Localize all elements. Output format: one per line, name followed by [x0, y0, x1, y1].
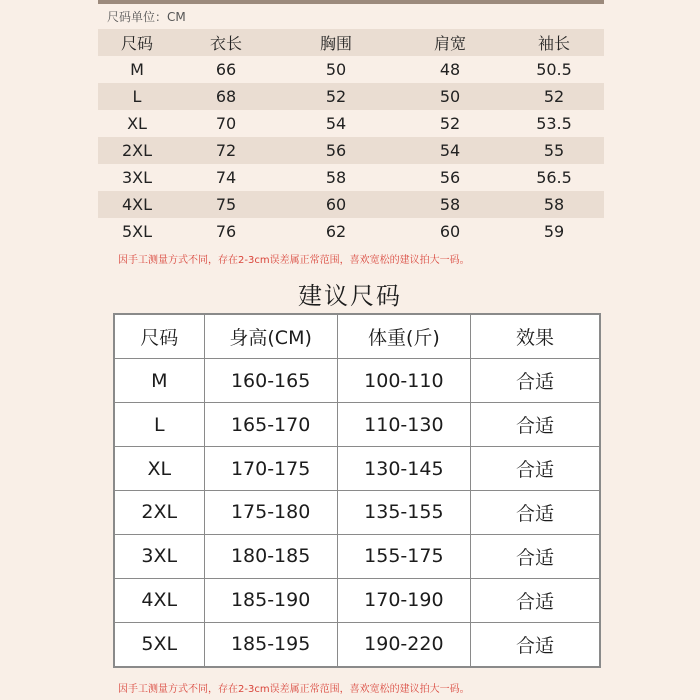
table-cell: 70 [176, 110, 276, 137]
table-cell: M [98, 56, 176, 83]
table-cell: 合适 [470, 490, 600, 534]
table-cell: 合适 [470, 622, 600, 667]
table-cell: 54 [276, 110, 396, 137]
table-cell: 54 [396, 137, 504, 164]
table-cell: 58 [396, 191, 504, 218]
table-cell: 56 [396, 164, 504, 191]
table-cell: 48 [396, 56, 504, 83]
size-chart-table [98, 29, 604, 245]
table-cell: 2XL [114, 490, 204, 534]
table-cell: L [114, 403, 204, 447]
header-cell: 尺码 [98, 29, 176, 56]
table-cell: 60 [396, 218, 504, 245]
header-cell: 胸围 [276, 29, 396, 56]
table-cell: 66 [176, 56, 276, 83]
table-cell: 190-220 [337, 622, 470, 667]
table-cell: 合适 [470, 359, 600, 403]
header-cell: 肩宽 [396, 29, 504, 56]
table-cell: 130-145 [337, 447, 470, 491]
table-cell: XL [98, 110, 176, 137]
table-row [114, 622, 600, 667]
table-row [98, 218, 604, 245]
table-cell: XL [114, 447, 204, 491]
table-row [98, 137, 604, 164]
header-cell: 衣长 [176, 29, 276, 56]
table-cell: M [114, 359, 204, 403]
recommendation-table [113, 313, 601, 668]
table-cell: 185-195 [204, 622, 337, 667]
table-cell: 155-175 [337, 534, 470, 578]
table-cell: 合适 [470, 403, 600, 447]
table-row [98, 191, 604, 218]
table-cell: 74 [176, 164, 276, 191]
table-row [114, 359, 600, 403]
table-cell: 合适 [470, 447, 600, 491]
table-row [114, 490, 600, 534]
table-cell: 3XL [114, 534, 204, 578]
table-cell: 110-130 [337, 403, 470, 447]
table-cell: 170-190 [337, 578, 470, 622]
table-row [98, 83, 604, 110]
table-cell: 58 [504, 191, 604, 218]
table-cell: 53.5 [504, 110, 604, 137]
table-row [98, 56, 604, 83]
table-cell: 56.5 [504, 164, 604, 191]
table-cell: 160-165 [204, 359, 337, 403]
table-cell: 170-175 [204, 447, 337, 491]
table-row [114, 403, 600, 447]
table-cell: 3XL [98, 164, 176, 191]
table-cell: 185-190 [204, 578, 337, 622]
top-divider [98, 0, 604, 4]
table-cell: 2XL [98, 137, 176, 164]
table-cell: 52 [504, 83, 604, 110]
table-cell: 50 [396, 83, 504, 110]
table-row [114, 578, 600, 622]
table-cell: 5XL [98, 218, 176, 245]
size-unit-label: 尺码单位：CM [107, 10, 186, 24]
table-cell: 100-110 [337, 359, 470, 403]
table-cell: 165-170 [204, 403, 337, 447]
table-cell: 56 [276, 137, 396, 164]
table-cell: 58 [276, 164, 396, 191]
table-row [98, 164, 604, 191]
header-cell: 身高(CM) [204, 314, 337, 359]
header-cell: 袖长 [504, 29, 604, 56]
table-cell: 4XL [98, 191, 176, 218]
table-cell: 62 [276, 218, 396, 245]
table-cell: 76 [176, 218, 276, 245]
table-row [98, 110, 604, 137]
table-cell: 合适 [470, 534, 600, 578]
table-cell: 5XL [114, 622, 204, 667]
table-cell: 52 [396, 110, 504, 137]
header-cell: 尺码 [114, 314, 204, 359]
recommendation-header-row [114, 314, 600, 359]
table-cell: 135-155 [337, 490, 470, 534]
table-cell: 68 [176, 83, 276, 110]
table-cell: 4XL [114, 578, 204, 622]
measurement-note: 因手工测量方式不同，存在2-3cm误差属正常范围，喜欢宽松的建议拍大一码。 [118, 255, 470, 266]
table-cell: 50 [276, 56, 396, 83]
table-cell: 59 [504, 218, 604, 245]
table-cell: 72 [176, 137, 276, 164]
table-cell: L [98, 83, 176, 110]
table-cell: 55 [504, 137, 604, 164]
table-cell: 50.5 [504, 56, 604, 83]
table-cell: 52 [276, 83, 396, 110]
table-cell: 合适 [470, 578, 600, 622]
table-cell: 180-185 [204, 534, 337, 578]
table-cell: 175-180 [204, 490, 337, 534]
table-row [114, 534, 600, 578]
table-row [114, 447, 600, 491]
size-chart-header-row [98, 29, 604, 56]
table-cell: 60 [276, 191, 396, 218]
section-title: 建议尺码 [298, 282, 402, 310]
measurement-note: 因手工测量方式不同，存在2-3cm误差属正常范围，喜欢宽松的建议拍大一码。 [118, 684, 470, 695]
header-cell: 效果 [470, 314, 600, 359]
header-cell: 体重(斤) [337, 314, 470, 359]
table-cell: 75 [176, 191, 276, 218]
